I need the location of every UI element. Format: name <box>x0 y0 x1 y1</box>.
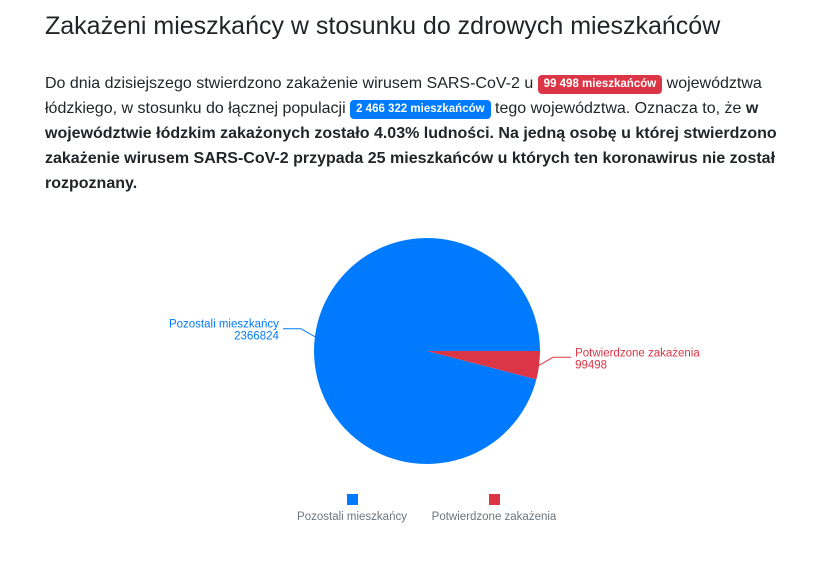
chart-legend <box>0 493 830 533</box>
population-badge: 2 466 322 mieszkańców <box>350 100 491 119</box>
summary-text-3: tego województwa. Oznacza to, że <box>490 100 746 117</box>
pie-label-value-1: 99498 <box>575 359 608 372</box>
pie-leader-line-0 <box>283 329 315 337</box>
legend-swatch-0 <box>347 494 358 505</box>
pie-label-name-1: Potwierdzone zakażenia <box>575 347 700 360</box>
legend-item-1[interactable] <box>424 493 564 523</box>
page-title: Zakażeni mieszkańcy w stosunku do zdrowych mieszkańców <box>45 12 721 40</box>
summary-text-2: województwa łódzkiego, w stosunku do łącznej populacji <box>45 75 762 117</box>
legend-item-0[interactable] <box>282 493 422 523</box>
pie-label-name-0: Pozostali mieszkańcy <box>168 318 279 331</box>
pie-label-value-0: 2366824 <box>234 330 279 343</box>
legend-swatch-1 <box>489 494 500 505</box>
pie-leader-line-1 <box>539 357 571 365</box>
infected-count-badge: 99 498 mieszkańców <box>538 75 663 94</box>
legend-label-1: Potwierdzone zakażenia <box>431 511 557 523</box>
legend-label-0: Pozostali mieszkańcy <box>297 511 407 523</box>
summary-text-1: Do dnia dzisiejszego stwierdzono zakażenie wirusem SARS-CoV-2 u <box>45 75 538 92</box>
summary-bold-text: w województwie łódzkim zakażonych zostało 4.03% ludności. Na jedną osobę u której stwierdzono zakażenie wirusem SARS-CoV-2 przypada 25 mieszkańców u których ten koronawirus nie został rozpoznany. <box>45 100 777 192</box>
